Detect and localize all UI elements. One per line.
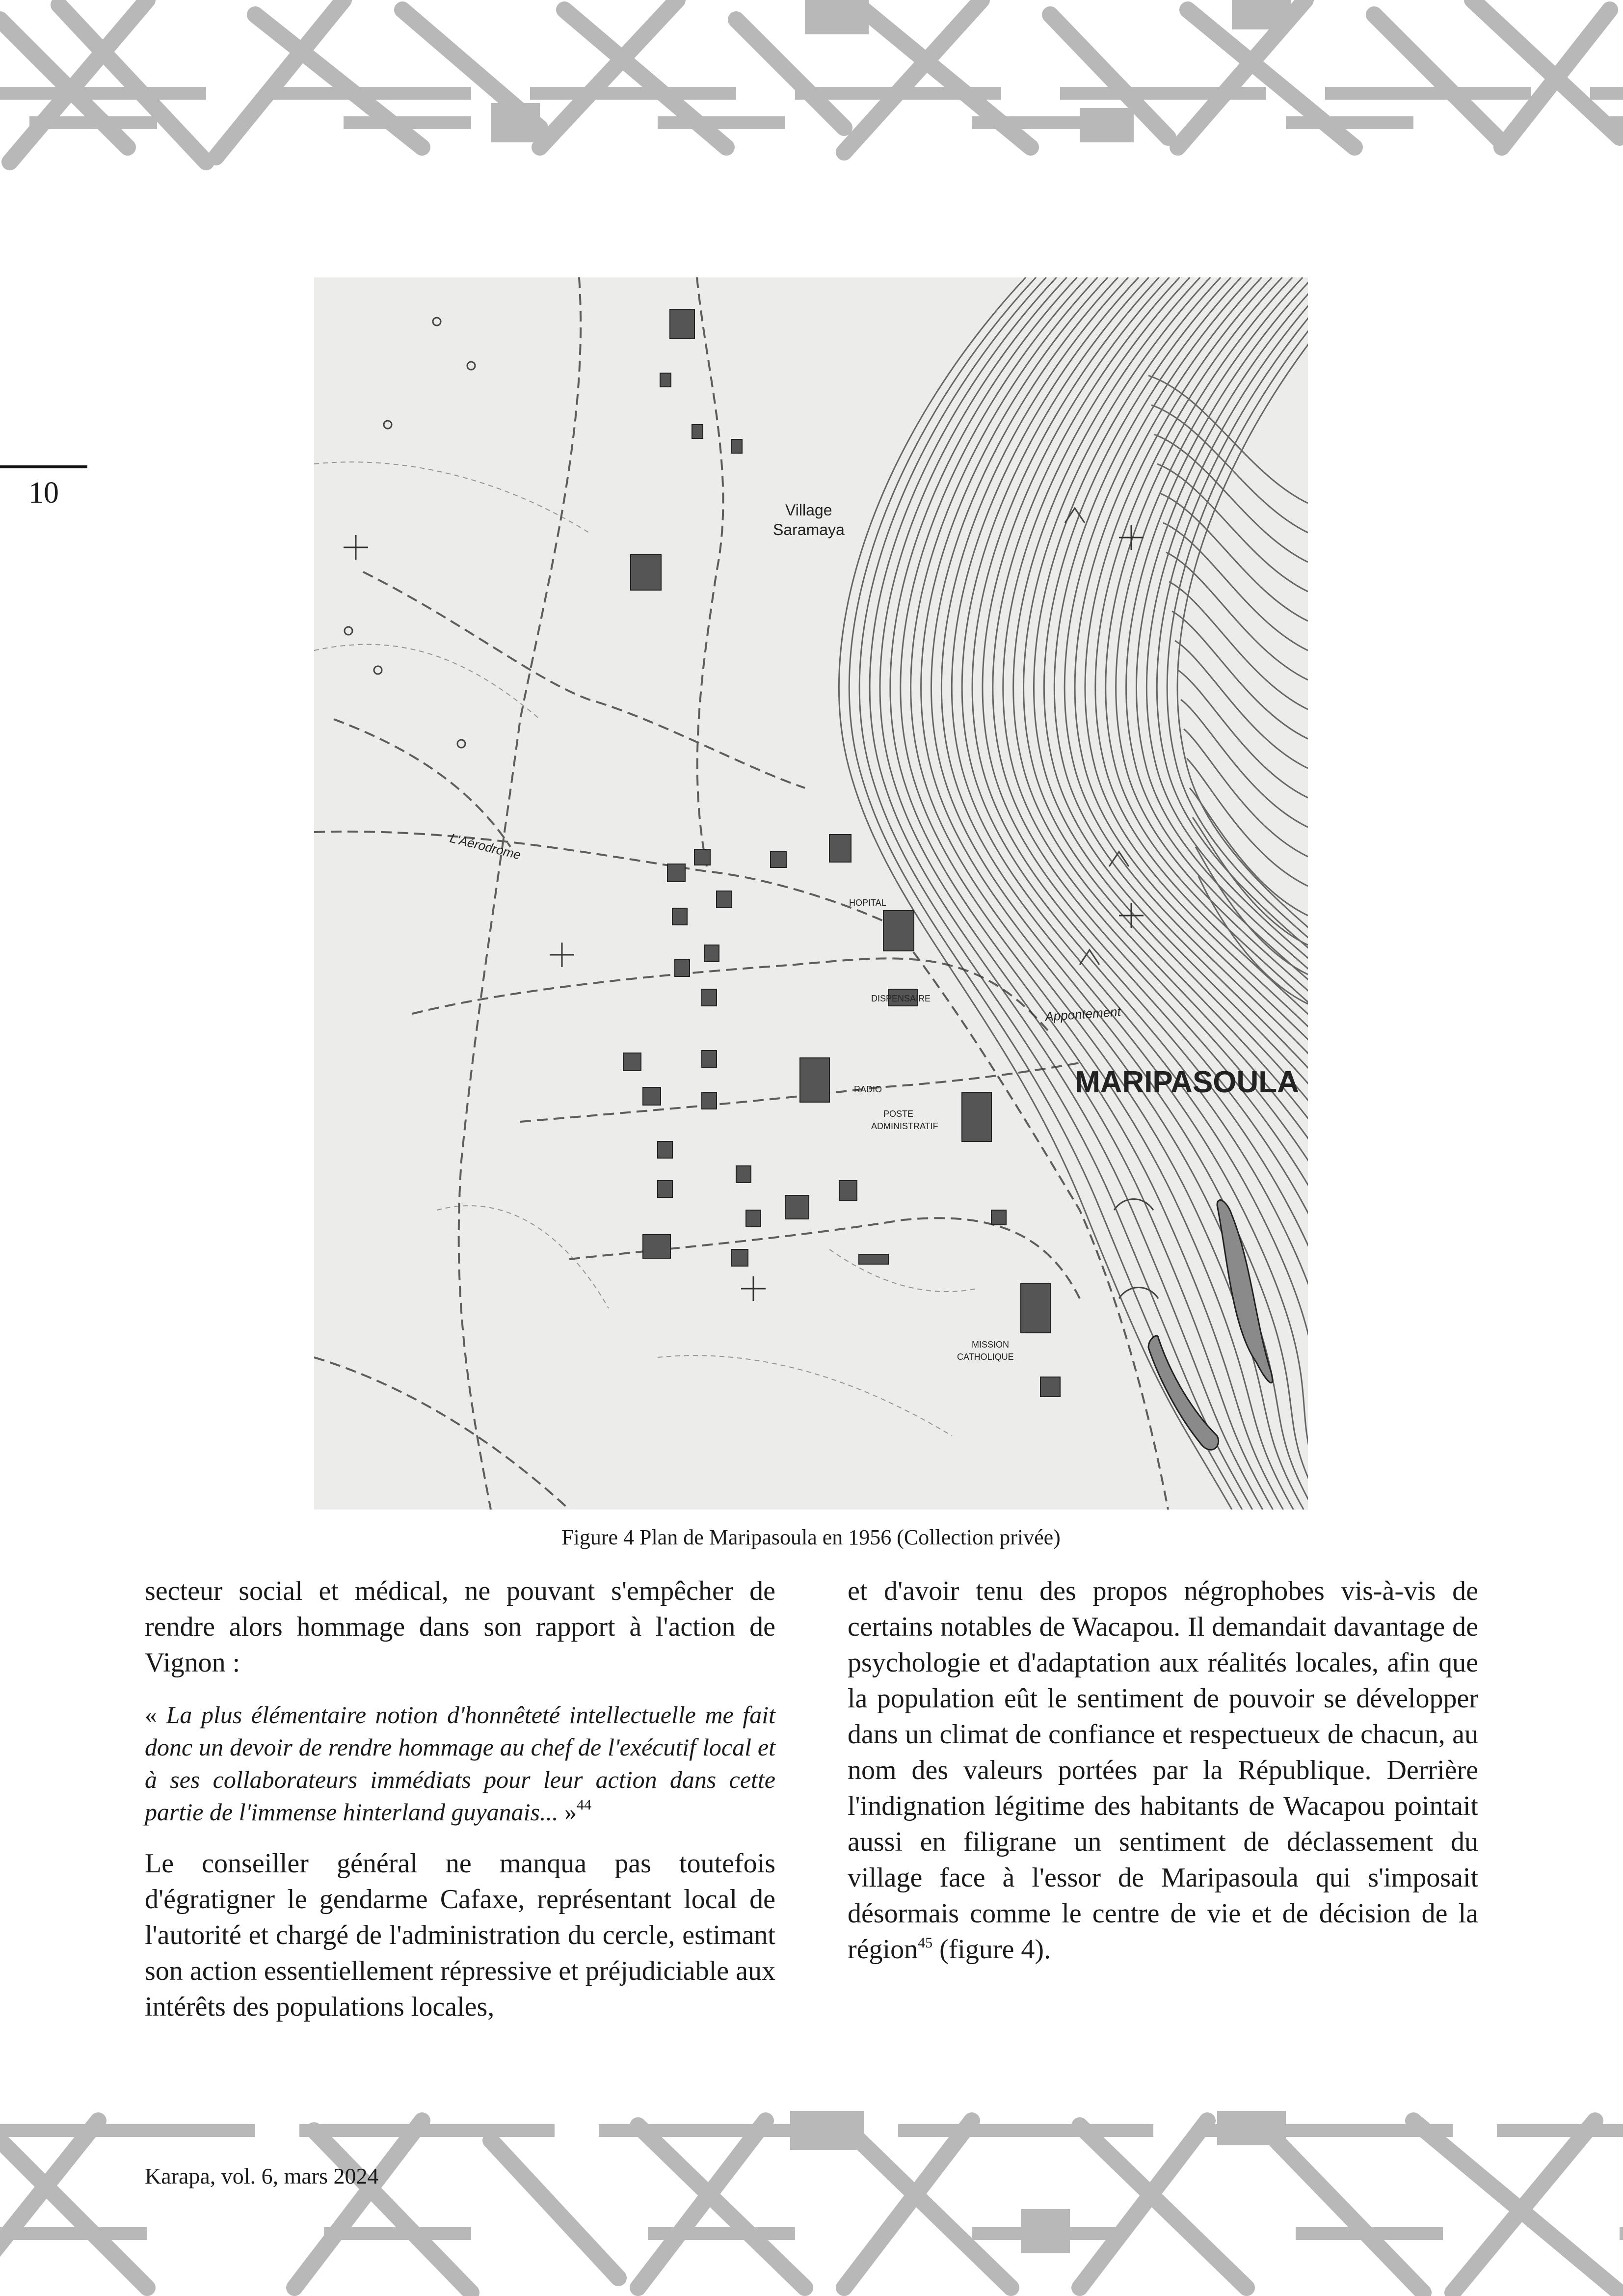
map-label-aerodrome: L'Aérodrome: [448, 830, 523, 863]
journal-footer: Karapa, vol. 6, mars 2024: [145, 2163, 379, 2188]
bottom-border-pattern: [0, 2111, 1623, 2296]
footnote-marker: 44: [577, 1797, 592, 1813]
map-label-administratif: ADMINISTRATIF: [871, 1121, 938, 1131]
quote-close-mark: »: [558, 1798, 577, 1826]
map-label-town: MARIPASOULA: [1075, 1065, 1299, 1099]
map-label-saramaya: Saramaya: [773, 521, 845, 539]
map-label-poste: POSTE: [883, 1109, 914, 1119]
page-number-rule: [0, 465, 87, 468]
map-image: [314, 277, 1308, 1510]
text-column-left: [145, 1573, 775, 2043]
figure-reference: (figure 4).: [932, 1934, 1051, 1965]
quote-text: La plus élémentaire notion d'honnêteté intellectuelle me fait donc un devoir de rendre hommage au chef de l'exécutif local et à ses collaborateurs immédiats pour leur action dans cette partie de l'immense hinterland guyanais...: [145, 1701, 776, 1826]
figure-caption: Figure 4 Plan de Maripasoula en 1956 (Collection privée): [561, 1525, 1061, 1549]
paragraph-text: et d'avoir tenu des propos négrophobes vis-à-vis de certains notables de Wacapou. Il demandait davantage de psychologie et d'adaptation aux réalités locales, afin que la population eût le sentiment de pouvoir se développer dans un climat de confiance et respectueux de chacun, au nom des valeurs portées par la République. Derrière l'indignation légitime des habitants de Wacapou pointait aussi en filigrane un sentiment de déclassement du village face à l'essor de Maripasoula qui s'imposait désormais comme le centre de vie et de décision de la région: [848, 1576, 1478, 1965]
quote-open-mark: «: [145, 1701, 166, 1729]
page-number: 10: [28, 476, 59, 510]
block-quote: [145, 1699, 775, 1828]
map-label-appontement: Appontement: [1044, 1004, 1121, 1024]
map-label-hopital: HOPITAL: [849, 898, 886, 908]
map-label-dispensaire: DISPENSAIRE: [871, 994, 931, 1003]
map-label-catholique: CATHOLIQUE: [957, 1352, 1014, 1362]
top-border-pattern: [0, 0, 1623, 177]
map-label-mission: MISSION: [972, 1340, 1010, 1350]
map-figure: [314, 277, 1308, 1510]
paragraph: secteur social et médical, ne pouvant s'empêcher de rendre alors hommage dans son rapport à l'action de Vignon :: [145, 1576, 775, 1678]
map-label-radio: RADIO: [854, 1084, 882, 1094]
footnote-marker: 45: [918, 1935, 933, 1951]
text-column-right: [848, 1573, 1478, 1985]
paragraph: Le conseiller général ne manqua pas toutefois d'égratigner le gendarme Cafaxe, représentant local de l'autorité et chargé de l'administration du cercle, estimant son action essentiellement répressive et préjudiciable aux intérêts des populations locales,: [145, 1848, 775, 2022]
map-label-village: Village: [785, 501, 832, 519]
paragraph: [848, 1573, 1478, 1968]
